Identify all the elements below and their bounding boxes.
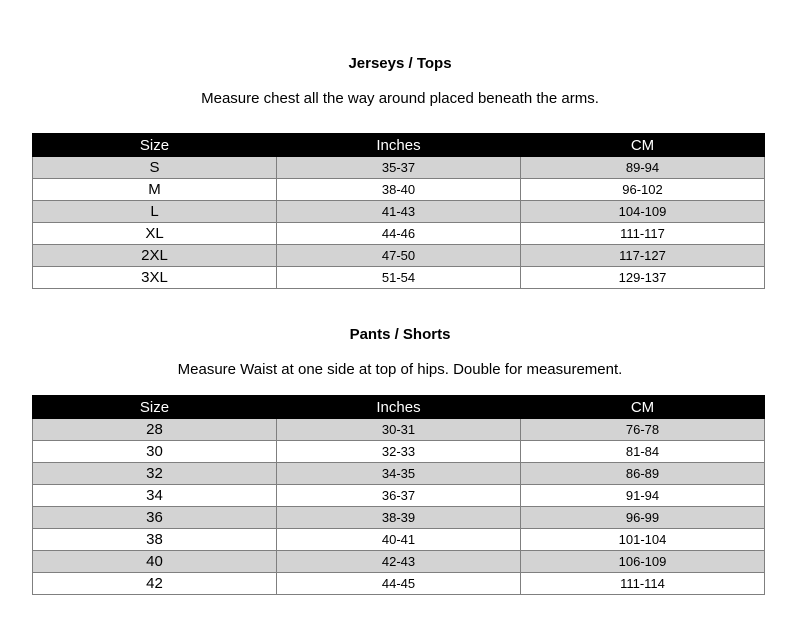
size-cell: 40	[33, 551, 277, 573]
column-header-size: Size	[33, 396, 277, 419]
inches-cell: 40-41	[277, 529, 521, 551]
table-row	[33, 507, 765, 529]
table-header-row	[33, 134, 765, 157]
size-cell: 28	[33, 419, 277, 441]
size-cell: S	[33, 157, 277, 179]
pants-title: Pants / Shorts	[349, 326, 451, 343]
cm-cell: 129-137	[521, 267, 765, 289]
cm-cell: 104-109	[521, 201, 765, 223]
inches-cell: 32-33	[277, 441, 521, 463]
cm-cell: 76-78	[521, 419, 765, 441]
pants-size-table	[32, 395, 765, 595]
cm-cell: 117-127	[521, 245, 765, 267]
table-row	[33, 529, 765, 551]
cm-cell: 81-84	[521, 441, 765, 463]
size-cell: 30	[33, 441, 277, 463]
size-cell: 42	[33, 573, 277, 595]
jerseys-title: Jerseys / Tops	[348, 55, 452, 72]
inches-cell: 47-50	[277, 245, 521, 267]
cm-cell: 89-94	[521, 157, 765, 179]
inches-cell: 34-35	[277, 463, 521, 485]
table-row	[33, 157, 765, 179]
size-cell: XL	[33, 223, 277, 245]
pants-description: Measure Waist at one side at top of hips. Double for measurement.	[177, 361, 623, 378]
inches-cell: 36-37	[277, 485, 521, 507]
inches-cell: 38-39	[277, 507, 521, 529]
table-row	[33, 463, 765, 485]
cm-cell: 101-104	[521, 529, 765, 551]
column-header-size: Size	[33, 134, 277, 157]
inches-cell: 42-43	[277, 551, 521, 573]
table-row	[33, 485, 765, 507]
size-cell: 2XL	[33, 245, 277, 267]
table-row	[33, 245, 765, 267]
column-header-cm: CM	[521, 396, 765, 419]
cm-cell: 91-94	[521, 485, 765, 507]
inches-cell: 51-54	[277, 267, 521, 289]
table-row	[33, 179, 765, 201]
cm-cell: 111-117	[521, 223, 765, 245]
inches-cell: 35-37	[277, 157, 521, 179]
cm-cell: 96-99	[521, 507, 765, 529]
size-cell: M	[33, 179, 277, 201]
jerseys-description: Measure chest all the way around placed beneath the arms.	[201, 90, 599, 107]
table-row	[33, 551, 765, 573]
inches-cell: 38-40	[277, 179, 521, 201]
inches-cell: 41-43	[277, 201, 521, 223]
inches-cell: 44-45	[277, 573, 521, 595]
table-row	[33, 573, 765, 595]
table-header-row	[33, 396, 765, 419]
column-header-inches: Inches	[277, 134, 521, 157]
cm-cell: 86-89	[521, 463, 765, 485]
column-header-cm: CM	[521, 134, 765, 157]
size-cell: 3XL	[33, 267, 277, 289]
inches-cell: 44-46	[277, 223, 521, 245]
size-cell: 32	[33, 463, 277, 485]
cm-cell: 96-102	[521, 179, 765, 201]
column-header-inches: Inches	[277, 396, 521, 419]
table-row	[33, 201, 765, 223]
table-row	[33, 267, 765, 289]
cm-cell: 106-109	[521, 551, 765, 573]
cm-cell: 111-114	[521, 573, 765, 595]
inches-cell: 30-31	[277, 419, 521, 441]
size-cell: 34	[33, 485, 277, 507]
table-row	[33, 441, 765, 463]
size-cell: L	[33, 201, 277, 223]
size-cell: 36	[33, 507, 277, 529]
size-cell: 38	[33, 529, 277, 551]
table-row	[33, 223, 765, 245]
jerseys-size-table	[32, 133, 765, 289]
table-row	[33, 419, 765, 441]
